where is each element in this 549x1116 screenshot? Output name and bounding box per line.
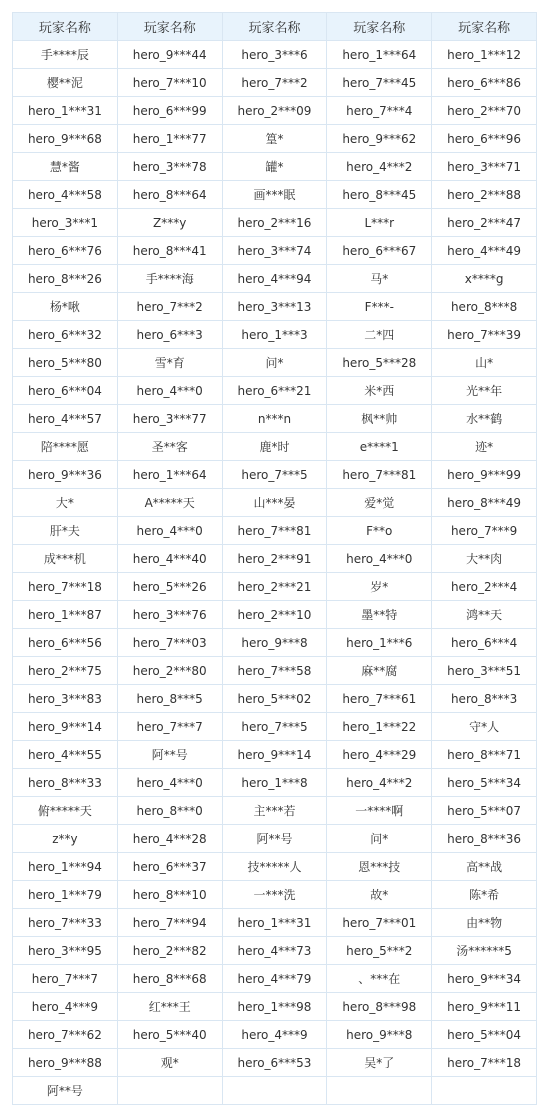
table-row: [13, 209, 537, 237]
player-name-cell: 阿**号: [13, 1077, 118, 1105]
player-name-cell: 成***机: [13, 545, 118, 573]
table-row: [13, 573, 537, 601]
player-name-cell: hero_8***8: [432, 293, 537, 321]
player-name-cell: hero_4***9: [222, 1021, 327, 1049]
player-name-cell: 红***王: [117, 993, 222, 1021]
player-name-cell: hero_5***26: [117, 573, 222, 601]
player-name-cell: hero_2***80: [117, 657, 222, 685]
player-name-cell: hero_5***80: [13, 349, 118, 377]
player-name-cell: 阿**号: [117, 741, 222, 769]
player-name-cell: hero_3***51: [432, 657, 537, 685]
player-name-cell: hero_7***2: [222, 69, 327, 97]
player-name-cell: hero_4***0: [117, 377, 222, 405]
player-name-cell: hero_5***40: [117, 1021, 222, 1049]
player-name-cell: [327, 1077, 432, 1105]
player-name-cell: 迹*: [432, 433, 537, 461]
player-name-cell: 手****海: [117, 265, 222, 293]
table-row: [13, 293, 537, 321]
player-name-cell: hero_2***4: [432, 573, 537, 601]
player-name-cell: 二*四: [327, 321, 432, 349]
player-name-cell: hero_4***0: [117, 769, 222, 797]
player-name-cell: hero_8***41: [117, 237, 222, 265]
player-name-cell: 汤******5: [432, 937, 537, 965]
player-name-cell: 岁*: [327, 573, 432, 601]
player-name-cell: hero_5***04: [432, 1021, 537, 1049]
column-header-1: 玩家名称: [13, 13, 118, 41]
player-name-cell: hero_1***87: [13, 601, 118, 629]
player-name-cell: 爱*觉: [327, 489, 432, 517]
player-name-cell: hero_9***14: [222, 741, 327, 769]
player-name-cell: hero_7***7: [117, 713, 222, 741]
column-header-3: 玩家名称: [222, 13, 327, 41]
player-name-cell: hero_1***3: [222, 321, 327, 349]
player-name-cell: hero_6***99: [117, 97, 222, 125]
table-row: [13, 321, 537, 349]
player-name-cell: hero_4***2: [327, 153, 432, 181]
column-header-5: 玩家名称: [432, 13, 537, 41]
player-name-cell: hero_4***55: [13, 741, 118, 769]
player-name-cell: hero_6***86: [432, 69, 537, 97]
player-name-cell: hero_6***67: [327, 237, 432, 265]
player-name-cell: hero_4***0: [117, 517, 222, 545]
player-name-cell: hero_7***62: [13, 1021, 118, 1049]
player-name-cell: hero_3***83: [13, 685, 118, 713]
player-name-cell: hero_6***04: [13, 377, 118, 405]
player-name-cell: hero_9***34: [432, 965, 537, 993]
player-name-cell: hero_5***2: [327, 937, 432, 965]
player-name-cell: F***-: [327, 293, 432, 321]
player-name-cell: n***n: [222, 405, 327, 433]
player-name-cell: hero_8***49: [432, 489, 537, 517]
player-name-cell: 吴*了: [327, 1049, 432, 1077]
player-name-cell: hero_1***94: [13, 853, 118, 881]
player-name-cell: hero_7***94: [117, 909, 222, 937]
player-name-cell: 一****啊: [327, 797, 432, 825]
player-name-cell: [117, 1077, 222, 1105]
player-name-cell: 陈*希: [432, 881, 537, 909]
table-row: [13, 517, 537, 545]
player-name-cell: hero_6***32: [13, 321, 118, 349]
player-name-cell: hero_6***96: [432, 125, 537, 153]
player-name-cell: 鸿**天: [432, 601, 537, 629]
player-name-cell: hero_5***07: [432, 797, 537, 825]
player-name-cell: hero_6***3: [117, 321, 222, 349]
player-name-cell: hero_1***8: [222, 769, 327, 797]
player-name-cell: hero_2***88: [432, 181, 537, 209]
player-name-cell: 麻**腐: [327, 657, 432, 685]
player-name-cell: hero_1***79: [13, 881, 118, 909]
header-row: [13, 13, 537, 41]
player-name-cell: 慧*酱: [13, 153, 118, 181]
player-name-cell: [222, 1077, 327, 1105]
player-name-cell: hero_3***77: [117, 405, 222, 433]
player-name-cell: 守*人: [432, 713, 537, 741]
player-name-cell: 米*西: [327, 377, 432, 405]
player-name-cell: hero_6***4: [432, 629, 537, 657]
table-row: [13, 349, 537, 377]
table-row: [13, 265, 537, 293]
player-name-cell: L***r: [327, 209, 432, 237]
player-name-cell: hero_3***13: [222, 293, 327, 321]
player-name-cell: hero_4***2: [327, 769, 432, 797]
table-row: [13, 1021, 537, 1049]
player-name-cell: hero_1***64: [327, 41, 432, 69]
player-name-cell: hero_7***10: [117, 69, 222, 97]
player-name-cell: hero_1***22: [327, 713, 432, 741]
table-row: [13, 713, 537, 741]
table-row: [13, 405, 537, 433]
player-name-cell: hero_4***94: [222, 265, 327, 293]
table-row: [13, 937, 537, 965]
player-name-cell: hero_7***2: [117, 293, 222, 321]
player-name-cell: 圣**客: [117, 433, 222, 461]
player-name-cell: hero_3***78: [117, 153, 222, 181]
player-name-cell: hero_7***58: [222, 657, 327, 685]
table-row: [13, 69, 537, 97]
player-name-cell: hero_2***09: [222, 97, 327, 125]
player-name-cell: hero_6***37: [117, 853, 222, 881]
table-row: [13, 825, 537, 853]
player-name-cell: 雪*育: [117, 349, 222, 377]
table-row: [13, 461, 537, 489]
player-name-cell: 樱**泥: [13, 69, 118, 97]
player-name-cell: hero_8***26: [13, 265, 118, 293]
player-name-cell: hero_6***21: [222, 377, 327, 405]
player-name-cell: hero_7***33: [13, 909, 118, 937]
player-name-cell: hero_9***11: [432, 993, 537, 1021]
table-row: [13, 797, 537, 825]
player-name-cell: 陪****愿: [13, 433, 118, 461]
player-name-cell: hero_2***10: [222, 601, 327, 629]
player-name-cell: hero_2***91: [222, 545, 327, 573]
player-name-cell: hero_7***01: [327, 909, 432, 937]
player-name-cell: 枫**帅: [327, 405, 432, 433]
player-name-cell: hero_7***4: [327, 97, 432, 125]
player-name-cell: hero_2***75: [13, 657, 118, 685]
player-name-cell: hero_8***3: [432, 685, 537, 713]
player-name-cell: hero_9***88: [13, 1049, 118, 1077]
player-name-cell: 山***晏: [222, 489, 327, 517]
player-name-cell: hero_7***7: [13, 965, 118, 993]
table-row: [13, 125, 537, 153]
player-name-cell: 恩***技: [327, 853, 432, 881]
player-name-cell: hero_9***44: [117, 41, 222, 69]
player-name-cell: F**o: [327, 517, 432, 545]
player-name-cell: hero_8***5: [117, 685, 222, 713]
table-row: [13, 657, 537, 685]
table-row: [13, 853, 537, 881]
player-name-cell: hero_7***18: [13, 573, 118, 601]
player-name-cell: hero_2***16: [222, 209, 327, 237]
player-name-cell: hero_3***71: [432, 153, 537, 181]
player-name-cell: hero_9***36: [13, 461, 118, 489]
player-name-cell: 观*: [117, 1049, 222, 1077]
player-name-table-container: [12, 12, 537, 1105]
player-name-cell: 杨*啾: [13, 293, 118, 321]
player-name-cell: z**y: [13, 825, 118, 853]
player-name-cell: hero_2***21: [222, 573, 327, 601]
player-name-cell: 罐*: [222, 153, 327, 181]
player-name-cell: hero_7***9: [432, 517, 537, 545]
player-name-cell: hero_6***56: [13, 629, 118, 657]
table-row: [13, 881, 537, 909]
table-row: [13, 1049, 537, 1077]
player-name-cell: hero_9***8: [222, 629, 327, 657]
player-name-cell: hero_5***34: [432, 769, 537, 797]
table-header: [13, 13, 537, 41]
player-name-cell: hero_1***98: [222, 993, 327, 1021]
player-name-cell: hero_7***18: [432, 1049, 537, 1077]
player-name-cell: hero_2***82: [117, 937, 222, 965]
table-row: [13, 237, 537, 265]
player-name-cell: hero_4***49: [432, 237, 537, 265]
player-name-cell: hero_1***12: [432, 41, 537, 69]
player-name-cell: 鹿*时: [222, 433, 327, 461]
table-row: [13, 601, 537, 629]
player-name-cell: 水**鹤: [432, 405, 537, 433]
table-body: [13, 41, 537, 1105]
player-name-cell: hero_7***39: [432, 321, 537, 349]
player-name-cell: hero_4***79: [222, 965, 327, 993]
player-name-cell: hero_8***33: [13, 769, 118, 797]
player-name-cell: 技*****人: [222, 853, 327, 881]
player-name-cell: hero_4***57: [13, 405, 118, 433]
player-name-cell: hero_1***31: [13, 97, 118, 125]
player-name-cell: hero_8***45: [327, 181, 432, 209]
player-name-cell: hero_9***8: [327, 1021, 432, 1049]
player-name-cell: hero_8***0: [117, 797, 222, 825]
player-name-cell: 马*: [327, 265, 432, 293]
player-name-cell: hero_8***68: [117, 965, 222, 993]
player-name-cell: 肝*夫: [13, 517, 118, 545]
player-name-cell: e****1: [327, 433, 432, 461]
player-name-cell: hero_8***64: [117, 181, 222, 209]
player-name-cell: hero_8***10: [117, 881, 222, 909]
table-row: [13, 909, 537, 937]
player-name-cell: hero_1***77: [117, 125, 222, 153]
player-name-cell: hero_7***5: [222, 713, 327, 741]
player-name-cell: 光**年: [432, 377, 537, 405]
player-name-cell: [432, 1077, 537, 1105]
table-row: [13, 741, 537, 769]
player-name-cell: hero_3***76: [117, 601, 222, 629]
player-name-table: [12, 12, 537, 1105]
player-name-cell: 问*: [327, 825, 432, 853]
player-name-cell: 俯*****天: [13, 797, 118, 825]
column-header-4: 玩家名称: [327, 13, 432, 41]
player-name-cell: hero_5***02: [222, 685, 327, 713]
table-row: [13, 545, 537, 573]
player-name-cell: hero_7***03: [117, 629, 222, 657]
player-name-cell: hero_1***6: [327, 629, 432, 657]
table-row: [13, 769, 537, 797]
table-row: [13, 433, 537, 461]
table-row: [13, 97, 537, 125]
table-row: [13, 965, 537, 993]
player-name-cell: hero_9***62: [327, 125, 432, 153]
player-name-cell: hero_7***5: [222, 461, 327, 489]
player-name-cell: hero_2***47: [432, 209, 537, 237]
player-name-cell: hero_7***81: [327, 461, 432, 489]
player-name-cell: 画***眠: [222, 181, 327, 209]
player-name-cell: 手****辰: [13, 41, 118, 69]
table-row: [13, 377, 537, 405]
player-name-cell: 山*: [432, 349, 537, 377]
player-name-cell: hero_8***98: [327, 993, 432, 1021]
player-name-cell: 主***若: [222, 797, 327, 825]
player-name-cell: hero_9***68: [13, 125, 118, 153]
player-name-cell: hero_4***58: [13, 181, 118, 209]
player-name-cell: hero_7***45: [327, 69, 432, 97]
player-name-cell: hero_4***0: [327, 545, 432, 573]
table-row: [13, 181, 537, 209]
player-name-cell: hero_9***14: [13, 713, 118, 741]
player-name-cell: hero_5***28: [327, 349, 432, 377]
player-name-cell: hero_3***6: [222, 41, 327, 69]
player-name-cell: 墨**特: [327, 601, 432, 629]
player-name-cell: hero_8***36: [432, 825, 537, 853]
player-name-cell: x****g: [432, 265, 537, 293]
player-name-cell: hero_9***99: [432, 461, 537, 489]
player-name-cell: 大**肉: [432, 545, 537, 573]
table-row: [13, 685, 537, 713]
player-name-cell: 一***洗: [222, 881, 327, 909]
player-name-cell: 高**战: [432, 853, 537, 881]
player-name-cell: A*****天: [117, 489, 222, 517]
player-name-cell: 由**物: [432, 909, 537, 937]
player-name-cell: 篁*: [222, 125, 327, 153]
player-name-cell: Z***y: [117, 209, 222, 237]
player-name-cell: hero_6***76: [13, 237, 118, 265]
table-row: [13, 41, 537, 69]
player-name-cell: hero_4***29: [327, 741, 432, 769]
player-name-cell: hero_1***64: [117, 461, 222, 489]
player-name-cell: hero_8***71: [432, 741, 537, 769]
player-name-cell: hero_4***40: [117, 545, 222, 573]
player-name-cell: hero_7***61: [327, 685, 432, 713]
player-name-cell: hero_4***73: [222, 937, 327, 965]
player-name-cell: 大*: [13, 489, 118, 517]
player-name-cell: hero_3***95: [13, 937, 118, 965]
column-header-2: 玩家名称: [117, 13, 222, 41]
player-name-cell: 故*: [327, 881, 432, 909]
player-name-cell: hero_1***31: [222, 909, 327, 937]
player-name-cell: hero_4***9: [13, 993, 118, 1021]
table-row: [13, 993, 537, 1021]
player-name-cell: hero_3***1: [13, 209, 118, 237]
player-name-cell: 、***在: [327, 965, 432, 993]
player-name-cell: hero_6***53: [222, 1049, 327, 1077]
player-name-cell: 阿**号: [222, 825, 327, 853]
table-row: [13, 629, 537, 657]
table-row: [13, 1077, 537, 1105]
player-name-cell: hero_2***70: [432, 97, 537, 125]
table-row: [13, 489, 537, 517]
player-name-cell: 问*: [222, 349, 327, 377]
table-row: [13, 153, 537, 181]
player-name-cell: hero_7***81: [222, 517, 327, 545]
player-name-cell: hero_3***74: [222, 237, 327, 265]
player-name-cell: hero_4***28: [117, 825, 222, 853]
